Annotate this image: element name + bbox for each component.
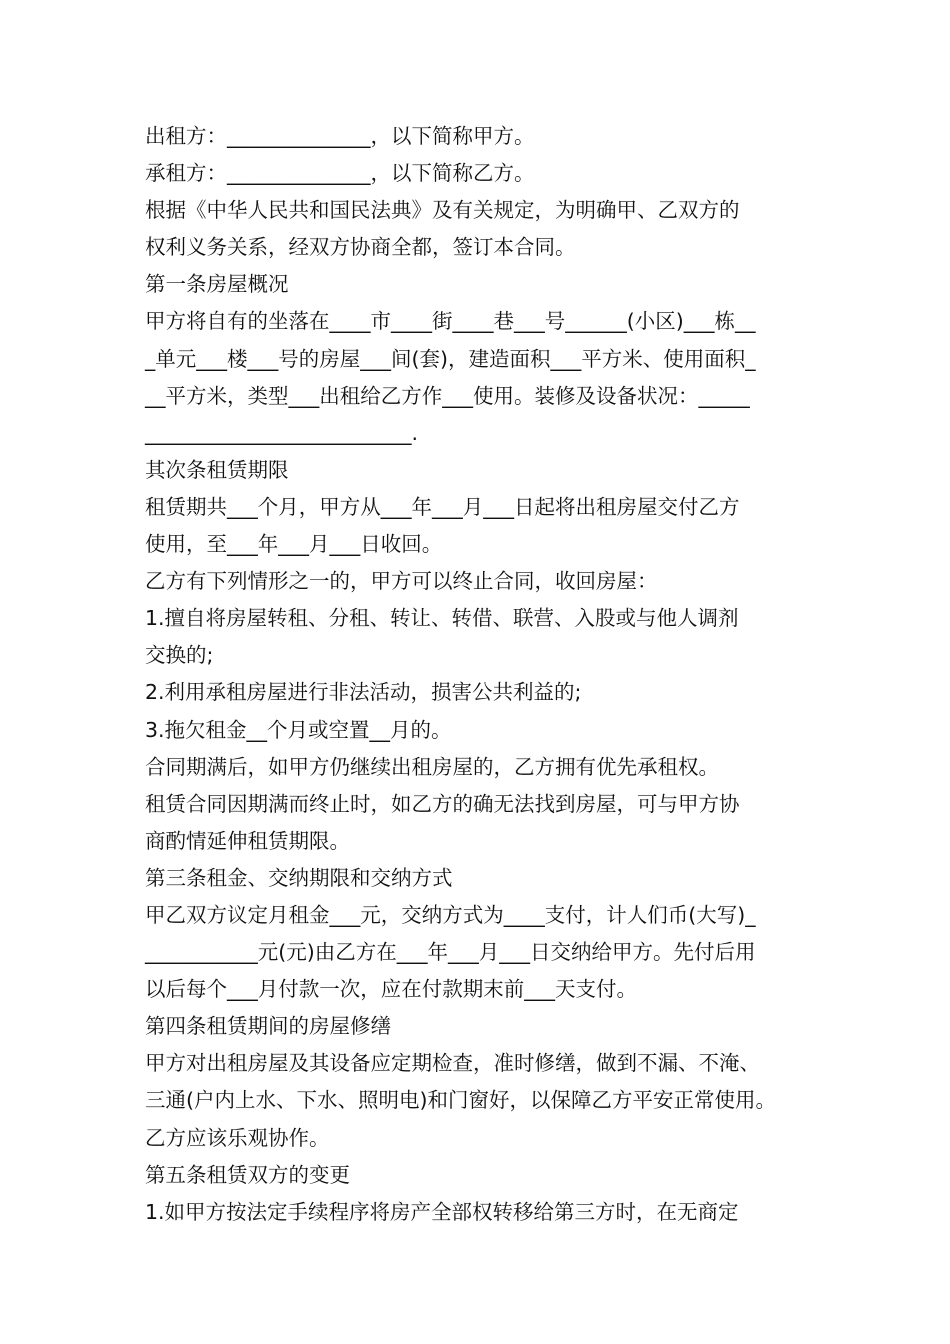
- termination-item-2: 2.利用承租房屋进行非法活动，损害公共利益的;: [145, 680, 582, 705]
- preamble-line-1: 根据《中华人民共和国民法典》及有关规定，为明确甲、乙双方的: [145, 198, 740, 223]
- termination-intro: 乙方有下列情形之一的，甲方可以终止合同，收回房屋：: [145, 569, 658, 594]
- document-body: [145, 118, 825, 1231]
- article-2-line-2: 使用，至___年___月___日收回。: [145, 532, 443, 557]
- article-4-line-1: 甲方对出租房屋及其设备应定期检查，准时修缮，做到不漏、不淹、: [145, 1051, 760, 1076]
- article-2-heading: 其次条租赁期限: [145, 457, 289, 482]
- extension-line-2: 商酌情延伸租赁期限。: [145, 828, 350, 853]
- extension-line-1: 租赁合同因期满而终止时，如乙方的确无法找到房屋，可与甲方协: [145, 791, 740, 816]
- article-1-line-3: __平方米，类型___出租给乙方作___使用。装修及设备状况：_____: [145, 383, 750, 408]
- article-1-line-4: __________________________.: [145, 420, 419, 445]
- article-2-line-1: 租赁期共___个月，甲方从___年___月___日起将出租房屋交付乙方: [145, 494, 740, 519]
- article-4-heading: 第四条租赁期间的房屋修缮: [145, 1014, 391, 1039]
- renewal-priority: 合同期满后，如甲方仍继续出租房屋的，乙方拥有优先承租权。: [145, 754, 719, 779]
- lessor-line: 出租方：______________，以下简称甲方。: [145, 124, 535, 148]
- article-3-line-2: ___________元(元)由乙方在___年___月___日交纳给甲方。先付后用: [145, 940, 756, 965]
- lessee-line: 承租方：______________，以下简称乙方。: [145, 161, 535, 186]
- article-3-heading: 第三条租金、交纳期限和交纳方式: [145, 865, 453, 890]
- article-4-line-3: 乙方应该乐观协作。: [145, 1125, 330, 1150]
- termination-item-3: 3.拖欠租金__个月或空置__月的。: [145, 717, 452, 742]
- article-3-line-3: 以后每个___月付款一次，应在付款期末前___天支付。: [145, 977, 637, 1002]
- article-1-heading: 第一条房屋概况: [145, 272, 289, 297]
- article-1-line-2: _单元___楼___号的房屋___间(套)，建造面积___平方米、使用面积_: [145, 346, 756, 371]
- article-3-line-1: 甲乙双方议定月租金___元，交纳方式为____支付，计人们币(大写)_: [145, 902, 756, 927]
- article-5-line-1: 1.如甲方按法定手续程序将房产全部权转移给第三方时，在无商定: [145, 1199, 739, 1224]
- preamble-line-2: 权利义务关系，经双方协商全都，签订本合同。: [145, 235, 576, 260]
- termination-item-1-line-2: 交换的;: [145, 643, 214, 668]
- termination-item-1-line-1: 1.擅自将房屋转租、分租、转让、转借、联营、入股或与他人调剂: [145, 606, 739, 631]
- article-5-heading: 第五条租赁双方的变更: [145, 1162, 350, 1187]
- article-4-line-2: 三通(户内上水、下水、照明电)和门窗好，以保障乙方平安正常使用。: [145, 1088, 776, 1113]
- article-1-line-1: 甲方将自有的坐落在____市____街____巷___号______(小区)___栋__: [145, 309, 756, 334]
